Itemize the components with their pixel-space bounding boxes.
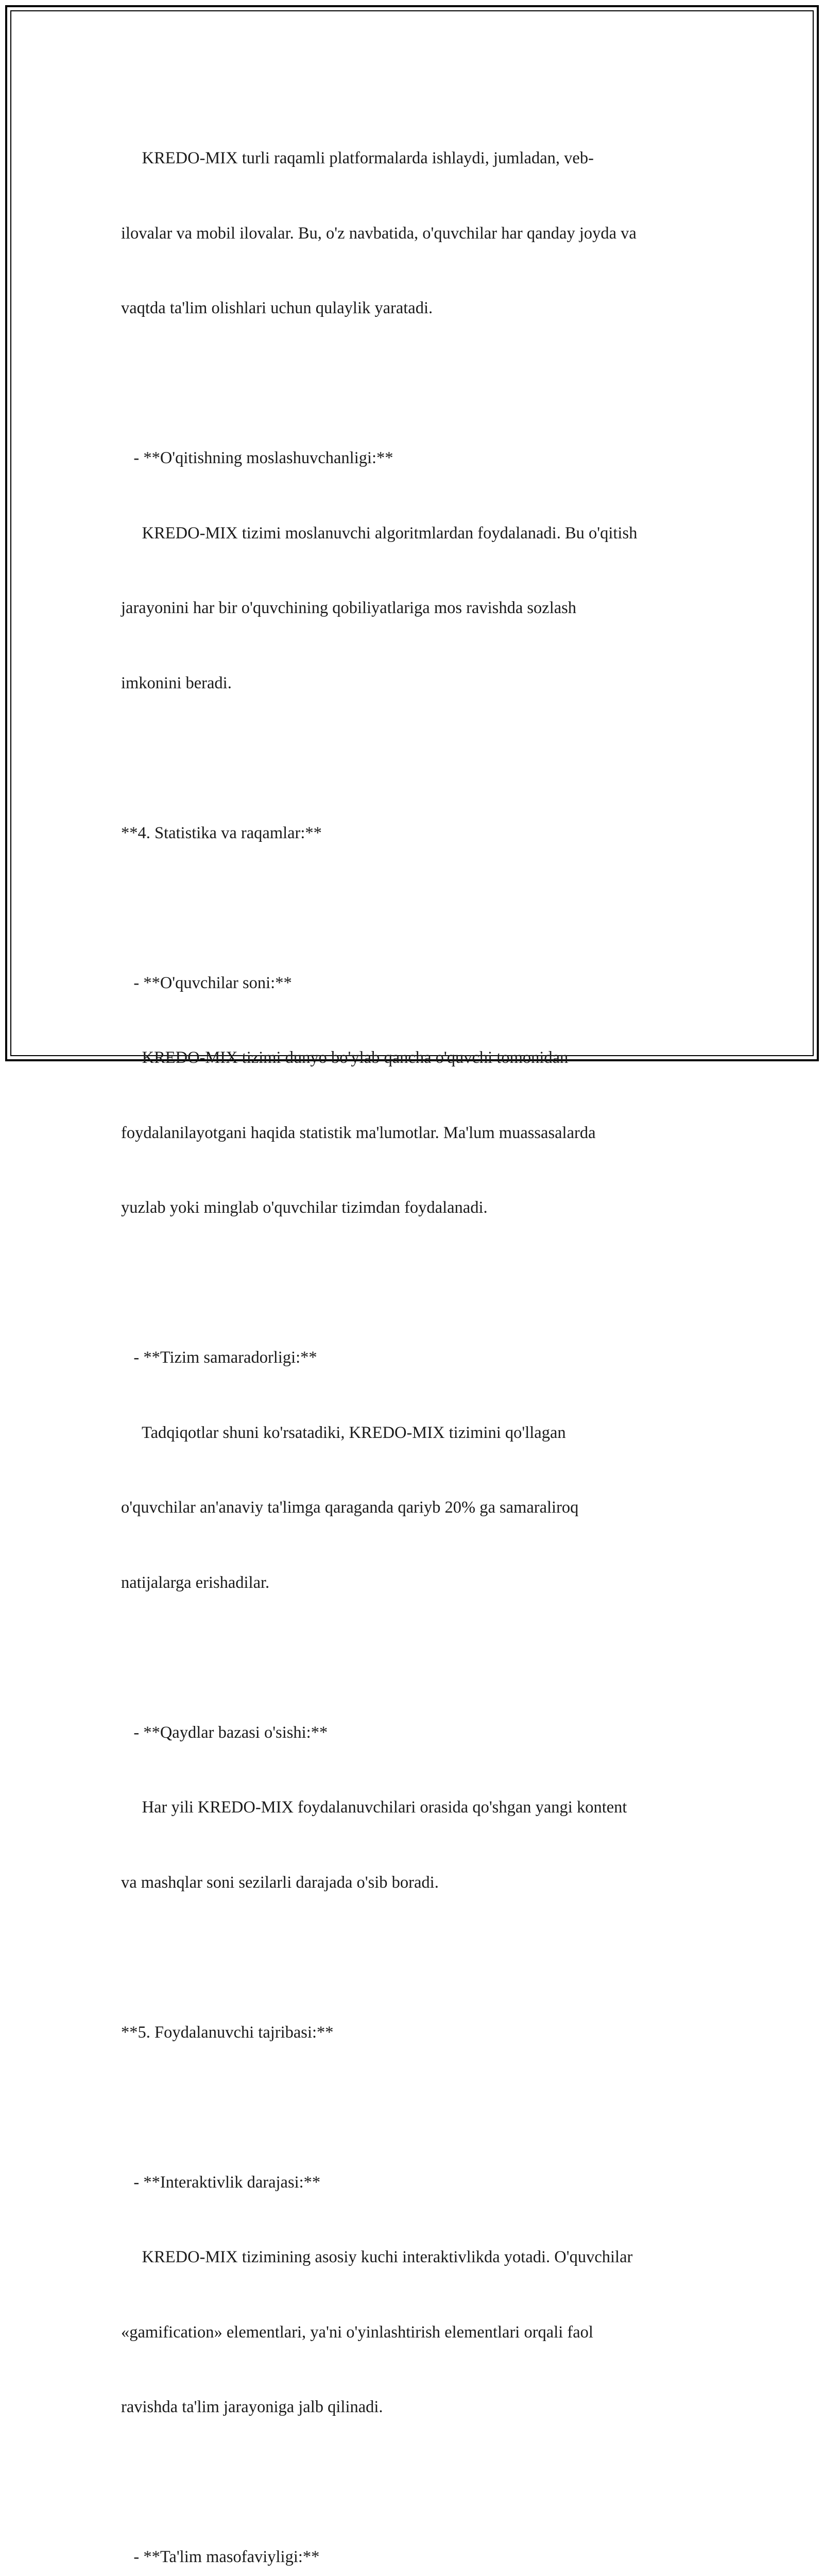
document-body bbox=[121, 96, 708, 2576]
text-line: Tadqiqotlar shuni ko'rsatadiki, KREDO-MIX tizimini qo'llagan bbox=[121, 1423, 566, 1442]
section-heading: **4. Statistika va raqamlar:** bbox=[121, 823, 322, 842]
blank-line bbox=[121, 1645, 708, 1670]
subheading-line: - **Qaydlar bazasi o'sishi:** bbox=[121, 1723, 328, 1742]
blank-line bbox=[121, 2095, 708, 2120]
text-line: jarayonini har bir o'quvchining qobiliyatlariga mos ravishda sozlash bbox=[121, 599, 577, 617]
text-line: KREDO-MIX tizimi dunyo bo'ylab qancha o'quvchi tomonidan bbox=[121, 1048, 569, 1067]
text-line: ravishda ta'lim jarayoniga jalb qilinadi. bbox=[121, 2398, 383, 2416]
text-line: imkonini beradi. bbox=[121, 673, 232, 692]
text-line: va mashqlar soni sezilarli darajada o'sib boradi. bbox=[121, 1873, 439, 1892]
text-line: o'quvchilar an'anaviy ta'limga qaraganda qariyb 20% ga samaraliroq bbox=[121, 1498, 579, 1517]
text-line: natijalarga erishadilar. bbox=[121, 1573, 270, 1592]
subheading-line: - **Interaktivlik darajasi:** bbox=[121, 2173, 321, 2192]
text-line: foydalanilayotgani haqida statistik ma'lumotlar. Ma'lum muassasalarda bbox=[121, 1123, 596, 1142]
blank-line bbox=[121, 371, 708, 396]
text-line: yuzlab yoki minglab o'quvchilar tizimdan foydalanadi. bbox=[121, 1198, 488, 1217]
text-line: Har yili KREDO-MIX foydalanuvchilari orasida qo'shgan yangi kontent bbox=[121, 1798, 627, 1817]
text-line: KREDO-MIX turli raqamli platformalarda ishlaydi, jumladan, veb- bbox=[121, 149, 594, 167]
text-line: ilovalar va mobil ilovalar. Bu, o'z navbatida, o'quvchilar har qanday joyda va bbox=[121, 224, 637, 243]
text-line: «gamification» elementlari, ya'ni o'yinlashtirish elementlari orqali faol bbox=[121, 2323, 593, 2342]
subheading-line: - **Ta'lim masofaviyligi:** bbox=[121, 2548, 320, 2566]
text-line: KREDO-MIX tizimi moslanuvchi algoritmlardan foydalanadi. Bu o'qitish bbox=[121, 523, 638, 543]
blank-line bbox=[121, 2470, 708, 2495]
subheading-line: - **O'quvchilar soni:** bbox=[121, 973, 292, 992]
subheading-line: - **O'qitishning moslashuvchanligi:** bbox=[121, 449, 393, 467]
blank-line bbox=[121, 745, 708, 771]
blank-line bbox=[121, 895, 708, 921]
section-heading: **5. Foydalanuvchi tajribasi:** bbox=[121, 2023, 334, 2042]
text-line: KREDO-MIX tizimining asosiy kuchi interaktivlikda yotadi. O'quvchilar bbox=[121, 2248, 633, 2266]
text-line: vaqtda ta'lim olishlari uchun qulaylik yaratadi. bbox=[121, 299, 433, 317]
blank-line bbox=[121, 1270, 708, 1296]
blank-line bbox=[121, 1945, 708, 1970]
subheading-line: - **Tizim samaradorligi:** bbox=[121, 1348, 317, 1367]
